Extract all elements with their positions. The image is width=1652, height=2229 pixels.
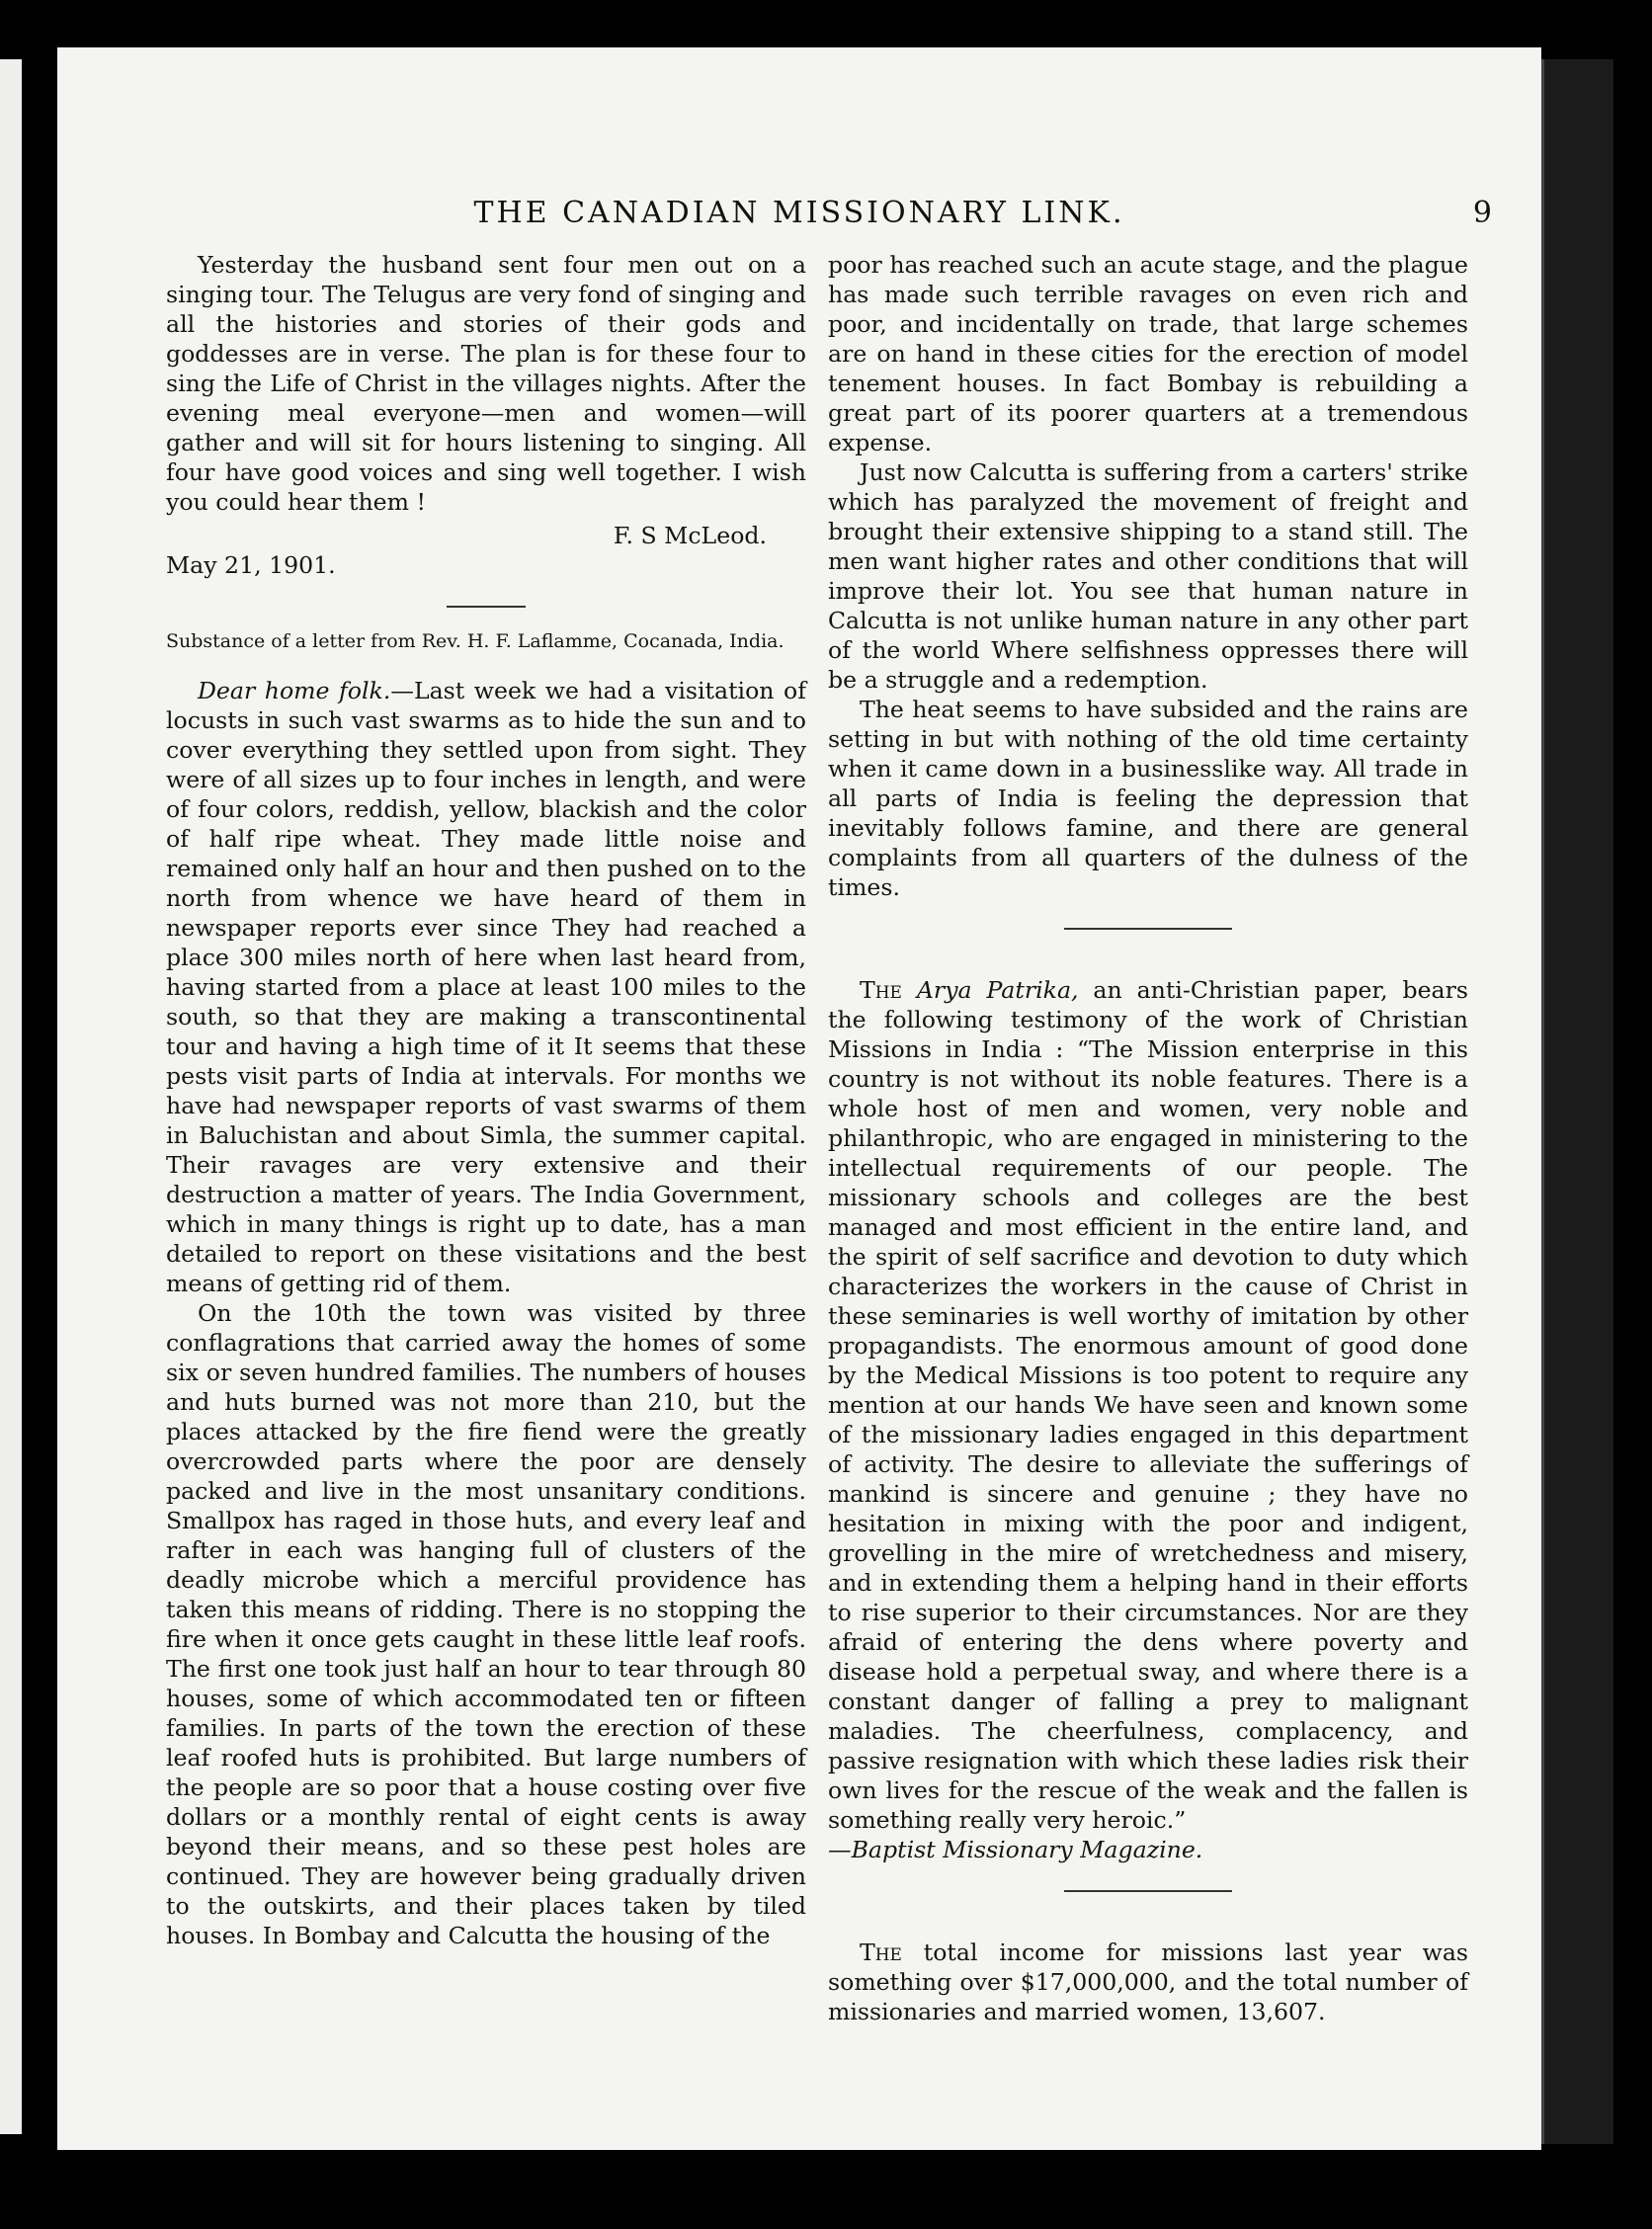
section-divider: [1064, 928, 1232, 930]
locusts-paragraph-body: —Last week we had a visitation of locusts in such vast swarms as to hide the sun and to cover everything they settled upon from sight. They were of all sizes up to four inches in length, and were of four colors, reddish, yellow, blackish and the color of half ripe wheat. They made little noise and remained only half an hour and then pushed on to the north from whence we have heard of them in newspaper reports ever since They had reached a place 300 miles north of here when last heard from, having started from a place at least 100 miles to the south, so that they are making a transcontinental tour and having a high time of it It seems that these pests visit parts of India at intervals. For months we have had newspaper reports of vast swarms of them in Baluchistan and about Simla, the summer capital. Their ravages are very extensive and their destruction a matter of years. The India Government, which in many things is right up to date, has a man detailed to report on these visitations and the best means of getting rid of them.: [166, 677, 806, 1297]
letter-signature: F. S McLeod.: [613, 522, 767, 549]
book-cover-edge: [1541, 59, 1613, 2144]
page-number: 9: [1472, 196, 1492, 230]
singing-tour-paragraph: Yesterday the husband sent four men out on a singing tour. The Telugus are very fond of singing and all the histories and stories of their gods and goddesses are in verse. The plan is for these four to sing the Life of Christ in the villages nights. After the evening meal everyone—men and women—will gather and will sit for hours listening to singing. All four have good voices and sing well together. I wish you could hear them !: [166, 251, 806, 516]
fires-paragraph: On the 10th the town was visited by three conflagrations that carried away the homes of some six or seven hundred families. The numbers of houses and huts burned was not more than 210, but the places attacked by the fire fiend were the greatly overcrowded parts where the poor are densely packed and live in the most unsanitary conditions. Smallpox has raged in those huts, and every leaf and rafter in each was hanging full of clusters of the deadly microbe which a merciful providence has taken this means of ridding. There is no stopping the fire when it once gets caught in these little leaf roofs. The first one took just half an hour to tear through 80 houses, some of which accommodated ten or fifteen families. In parts of the town the erection of these leaf roofed huts is prohibited. But large numbers of the people are so poor that a house costing over five dollars or a monthly rental of eight cents is away beyond their means, and so these pest holes are continued. They are however being gradually driven to the outskirts, and their places taken by tiled houses. In Bombay and Calcutta the housing of the: [166, 1299, 806, 1949]
mission-income-paragraph: [828, 1938, 1468, 2026]
arya-paper-name: Arya Patrika,: [916, 976, 1079, 1004]
heat-rains-paragraph: The heat seems to have subsided and the rains are setting in but with nothing of the old time certainty when it came down in a businesslike way. All trade in all parts of India is feeling the depression that inevitably follows famine, and there are general complaints from all quarters of the dulness of the times.: [828, 696, 1468, 901]
left-column: [166, 250, 806, 1950]
income-lead-word: The: [860, 1939, 902, 1966]
previous-page-edge: [0, 59, 22, 2134]
arya-quote-source: —Baptist Missionary Magazine.: [828, 1836, 1203, 1863]
magazine-page: [57, 47, 1541, 2150]
arya-patrika-paragraph: [828, 975, 1468, 1864]
housing-paragraph: poor has reached such an acute stage, and the plague has made such terrible ravages on even rich and poor, and incidentally on trade, that large schemes are on hand in these cities for the erection of model tenement houses. In fact Bombay is rebuilding a great part of its poorer quarters at a tremendous expense.: [828, 251, 1468, 456]
section-divider: [1064, 1890, 1232, 1892]
running-title: THE CANADIAN MISSIONARY LINK.: [473, 196, 1125, 230]
salutation: Dear home folk.: [198, 677, 391, 704]
income-paragraph-body: total income for missions last year was something over $17,000,000, and the total number of missionaries and married women, 13,607.: [828, 1939, 1468, 2025]
arya-lead-word: The: [860, 976, 902, 1004]
locusts-paragraph: [166, 676, 806, 1298]
calcutta-strike-paragraph: Just now Calcutta is suffering from a carters' strike which has paralyzed the movement of freight and brought their extensive shipping to a stand still. The men want higher rates and other conditions that will improve their lot. You see that human nature in Calcutta is not unlike human nature in any other part of the world Where selfishness oppresses there will be a struggle and a redemption.: [828, 458, 1468, 694]
letter-source-note: Substance of a letter from Rev. H. F. Laflamme, Cocanada, India.: [166, 630, 785, 652]
page-header: [57, 196, 1541, 245]
letter-date: May 21, 1901.: [166, 551, 336, 579]
arya-paragraph-body: an anti-Christian paper, bears the following testimony of the work of Christian Missions in India : “The Mission enterprise in this country is not without its noble features. There is a whole host of men and women, very noble and philanthropic, who are engaged in ministering to the intellectual requirements of our people. The missionary schools and colleges are the best managed and most efficient in the entire land, and the spirit of self sacrifice and devotion to duty which characterizes the workers in the cause of Christ in these seminaries is well worthy of imitation by other propagandists. The enormous amount of good done by the Medical Missions is too potent to require any mention at our hands We have seen and known some of the missionary ladies engaged in this department of activity. The desire to alleviate the sufferings of mankind is sincere and genuine ; they have no hesitation in mixing with the poor and indigent, grovelling in the mire of wretchedness and misery, and in extending them a helping hand in their efforts to rise superior to their circumstances. Nor are they afraid of entering the dens where poverty and disease hold a perpetual sway, and where there is a constant danger of falling a prey to malignant maladies. The cheerfulness, complacency, and passive resignation with which these ladies risk their own lives for the rescue of the weak and the fallen is something really very heroic.”: [828, 976, 1469, 1834]
right-column: [828, 250, 1468, 2026]
section-divider: [447, 606, 526, 608]
